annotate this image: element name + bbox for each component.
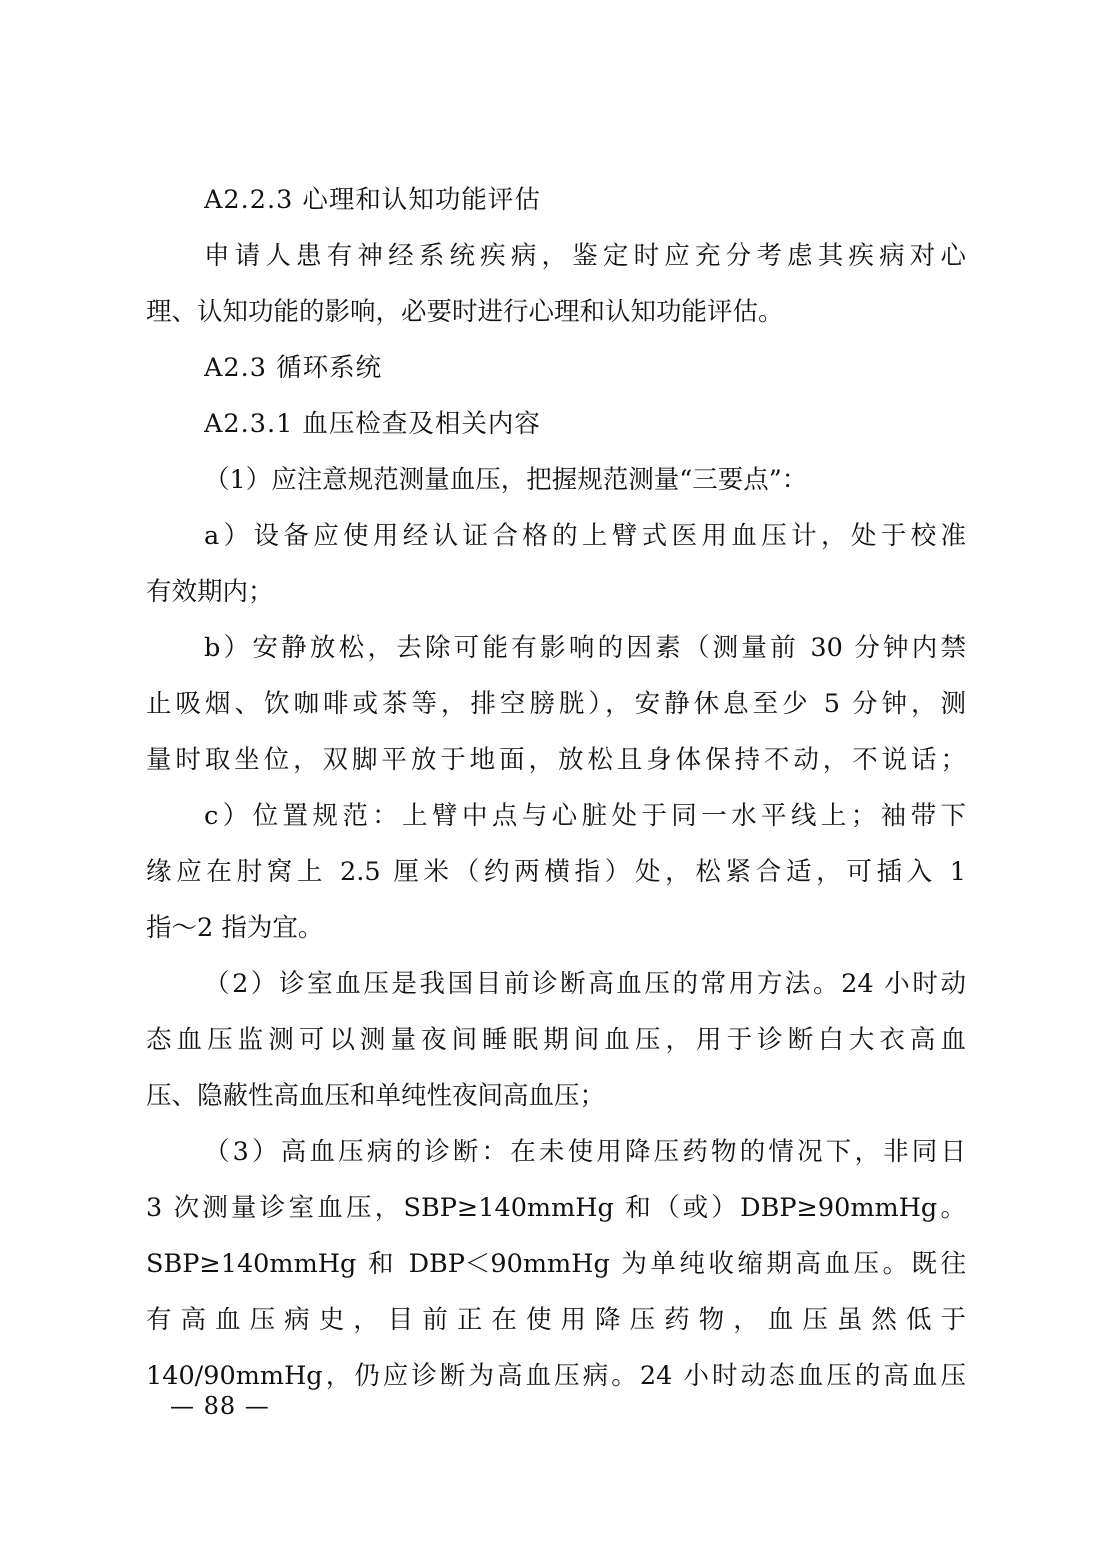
list-item-line: b）安静放松，去除可能有影响的因素（测量前 30 分钟内禁 xyxy=(204,633,966,663)
list-item-line: 量时取坐位，双脚平放于地面，放松且身体保持不动，不说话； xyxy=(146,745,966,775)
paragraph-line: 有高血压病史，目前正在使用降压药物，血压虽然低于 xyxy=(146,1305,966,1335)
section-heading-a2-3: A2.3 循环系统 xyxy=(204,353,383,383)
paragraph-line: 140/90mmHg，仍应诊断为高血压病。24 小时动态血压的高血压 xyxy=(146,1361,966,1391)
page-number: — 88 — xyxy=(170,1392,270,1420)
list-item-line: a）设备应使用经认证合格的上臂式医用血压计，处于校准 xyxy=(204,521,966,551)
section-heading-a2-3-1: A2.3.1 血压检查及相关内容 xyxy=(204,409,541,439)
paragraph-line: 3 次测量诊室血压，SBP≥140mmHg 和（或）DBP≥90mmHg。 xyxy=(146,1193,966,1223)
paragraph-line: 态血压监测可以测量夜间睡眠期间血压，用于诊断白大衣高血 xyxy=(146,1025,966,1055)
list-item-line: 缘应在肘窝上 2.5 厘米（约两横指）处，松紧合适，可插入 1 xyxy=(146,857,966,887)
paragraph-line: 申请人患有神经系统疾病，鉴定时应充分考虑其疾病对心 xyxy=(204,241,966,271)
list-item-line: 指～2 指为宜。 xyxy=(146,913,324,943)
section-heading-a2-2-3: A2.2.3 心理和认知功能评估 xyxy=(204,185,541,215)
list-item-line: c）位置规范：上臂中点与心脏处于同一水平线上；袖带下 xyxy=(204,801,966,831)
list-item-line: 止吸烟、饮咖啡或茶等，排空膀胱），安静休息至少 5 分钟，测 xyxy=(146,689,966,719)
paragraph-line: （3）高血压病的诊断：在未使用降压药物的情况下，非同日 xyxy=(204,1137,966,1167)
list-item-line: 有效期内； xyxy=(146,577,274,607)
paragraph-line: SBP≥140mmHg 和 DBP＜90mmHg 为单纯收缩期高血压。既往 xyxy=(146,1249,966,1279)
paragraph-line: 压、隐蔽性高血压和单纯性夜间高血压； xyxy=(146,1081,606,1111)
paragraph-line: （2）诊室血压是我国目前诊断高血压的常用方法。24 小时动 xyxy=(204,969,966,999)
list-item-line: （1）应注意规范测量血压，把握规范测量“三要点”： xyxy=(204,465,808,495)
paragraph-line: 理、认知功能的影响，必要时进行心理和认知功能评估。 xyxy=(146,297,784,327)
